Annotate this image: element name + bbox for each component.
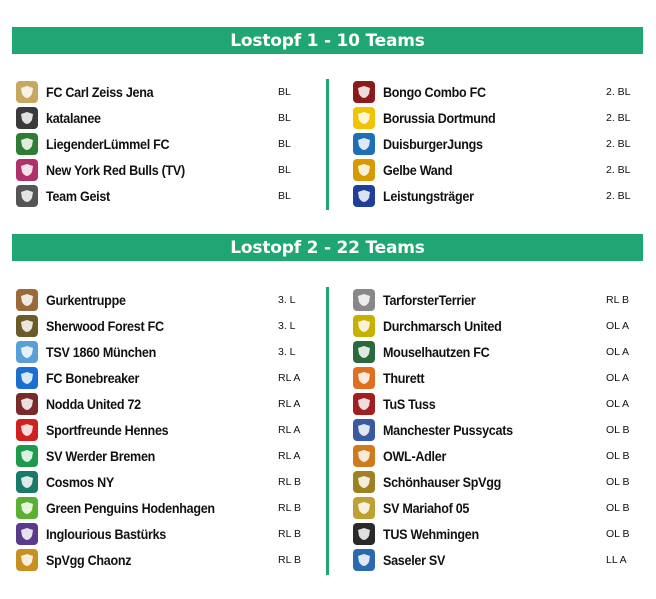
gurken-crest-icon xyxy=(16,289,38,311)
team-name: TarforsterTerrier xyxy=(383,292,476,308)
sherwood-crest-icon xyxy=(16,315,38,337)
team-row xyxy=(353,287,653,313)
team-row xyxy=(353,105,653,131)
team-league: OL B xyxy=(606,528,630,540)
team-row xyxy=(16,391,316,417)
team-league: 3. L xyxy=(278,320,296,332)
team-name: Mouselhautzen FC xyxy=(383,344,490,360)
team-league: RL B xyxy=(278,554,301,566)
team-name: LiegenderLümmel FC xyxy=(46,136,170,152)
team-name: katalanee xyxy=(46,110,101,126)
hennes-crest-icon xyxy=(16,419,38,441)
team-league: 2. BL xyxy=(606,138,631,150)
thurett-crest-icon xyxy=(353,367,375,389)
team-name: SpVgg Chaonz xyxy=(46,552,132,568)
team-row xyxy=(353,365,653,391)
redbulls-crest-icon xyxy=(16,159,38,181)
team-league: RL A xyxy=(278,450,301,462)
team-name: Team Geist xyxy=(46,188,110,204)
team-row xyxy=(353,313,653,339)
team-league: RL A xyxy=(278,372,301,384)
saseler-crest-icon xyxy=(353,549,375,571)
pot1-column-divider xyxy=(326,79,329,210)
team-name: Saseler SV xyxy=(383,552,446,568)
team-name: SV Werder Bremen xyxy=(46,448,156,464)
team-row xyxy=(353,131,653,157)
katalanee-crest-icon xyxy=(16,107,38,129)
team-league: BL xyxy=(278,112,291,124)
team-row xyxy=(16,547,316,573)
team-name: Cosmos NY xyxy=(46,474,114,490)
team-row xyxy=(16,105,316,131)
team-league: OL A xyxy=(606,372,629,384)
team-row xyxy=(353,183,653,209)
pot1-title: Lostopf 1 - 10 Teams xyxy=(12,27,643,54)
duisburg-crest-icon xyxy=(353,133,375,155)
team-name: Manchester Pussycats xyxy=(383,422,513,438)
team-name: TuS Tuss xyxy=(383,396,436,412)
team-league: 3. L xyxy=(278,346,296,358)
team-row xyxy=(16,131,316,157)
mariahof-crest-icon xyxy=(353,497,375,519)
team-league: OL B xyxy=(606,450,630,462)
team-league: 2. BL xyxy=(606,164,631,176)
team-league: BL xyxy=(278,164,291,176)
luemmel-crest-icon xyxy=(16,133,38,155)
team-name: New York Red Bulls (TV) xyxy=(46,162,185,178)
team-name: Nodda United 72 xyxy=(46,396,141,412)
penguins-crest-icon xyxy=(16,497,38,519)
team-league: LL A xyxy=(606,554,627,566)
team-name: Borussia Dortmund xyxy=(383,110,496,126)
team-name: Thurett xyxy=(383,370,425,386)
werder-crest-icon xyxy=(16,445,38,467)
team-league: RL B xyxy=(606,294,629,306)
geist-crest-icon xyxy=(16,185,38,207)
team-name: Durchmarsch United xyxy=(383,318,502,334)
team-row xyxy=(353,443,653,469)
team-name: Schönhauser SpVgg xyxy=(383,474,502,490)
chaonz-crest-icon xyxy=(16,549,38,571)
team-league: OL B xyxy=(606,424,630,436)
team-row xyxy=(353,391,653,417)
owl-adler-crest-icon xyxy=(353,445,375,467)
team-row xyxy=(353,417,653,443)
cosmos-crest-icon xyxy=(16,471,38,493)
team-league: RL A xyxy=(278,398,301,410)
team-name: Bongo Combo FC xyxy=(383,84,486,100)
pot2-list xyxy=(0,287,656,577)
team-row xyxy=(16,79,316,105)
team-row xyxy=(16,339,316,365)
pot1-list xyxy=(0,79,656,214)
team-row xyxy=(16,313,316,339)
team-name: Leistungsträger xyxy=(383,188,474,204)
team-league: OL B xyxy=(606,502,630,514)
team-row xyxy=(16,417,316,443)
team-league: 2. BL xyxy=(606,112,631,124)
wehmingen-crest-icon xyxy=(353,523,375,545)
team-name: FC Bonebreaker xyxy=(46,370,140,386)
team-row xyxy=(16,287,316,313)
pot2-title: Lostopf 2 - 22 Teams xyxy=(12,234,643,261)
durchmarsch-crest-icon xyxy=(353,315,375,337)
team-row xyxy=(16,183,316,209)
team-row xyxy=(16,521,316,547)
team-name: DuisburgerJungs xyxy=(383,136,483,152)
team-league: RL B xyxy=(278,528,301,540)
mouselhautzen-crest-icon xyxy=(353,341,375,363)
team-league: OL A xyxy=(606,320,629,332)
team-row xyxy=(353,469,653,495)
team-row xyxy=(16,365,316,391)
basturks-crest-icon xyxy=(16,523,38,545)
team-name: SV Mariahof 05 xyxy=(383,500,470,516)
team-league: BL xyxy=(278,86,291,98)
team-name: FC Carl Zeiss Jena xyxy=(46,84,154,100)
nodda-crest-icon xyxy=(16,393,38,415)
leistung-crest-icon xyxy=(353,185,375,207)
team-league: OL A xyxy=(606,398,629,410)
gelbe-wand-crest-icon xyxy=(353,159,375,181)
team-league: RL A xyxy=(278,424,301,436)
pussycats-crest-icon xyxy=(353,419,375,441)
team-name: TSV 1860 München xyxy=(46,344,156,360)
team-name: TUS Wehmingen xyxy=(383,526,479,542)
team-row xyxy=(353,521,653,547)
team-row xyxy=(16,443,316,469)
team-row xyxy=(353,157,653,183)
team-name: Green Penguins Hodenhagen xyxy=(46,500,215,516)
team-row xyxy=(353,339,653,365)
team-league: BL xyxy=(278,138,291,150)
team-league: RL B xyxy=(278,502,301,514)
team-league: 2. BL xyxy=(606,86,631,98)
bvb-crest-icon xyxy=(353,107,375,129)
team-name: Sherwood Forest FC xyxy=(46,318,164,334)
team-league: 2. BL xyxy=(606,190,631,202)
team-name: Inglourious Bastürks xyxy=(46,526,166,542)
team-league: BL xyxy=(278,190,291,202)
team-league: RL B xyxy=(278,476,301,488)
team-name: Gelbe Wand xyxy=(383,162,453,178)
team-name: Sportfreunde Hennes xyxy=(46,422,169,438)
team-row xyxy=(16,469,316,495)
team-name: OWL-Adler xyxy=(383,448,447,464)
bongo-crest-icon xyxy=(353,81,375,103)
team-row xyxy=(353,547,653,573)
team-league: OL B xyxy=(606,476,630,488)
team-name: Gurkentruppe xyxy=(46,292,126,308)
schoenhauser-crest-icon xyxy=(353,471,375,493)
team-row xyxy=(16,495,316,521)
zeiss-crest-icon xyxy=(16,81,38,103)
team-row xyxy=(16,157,316,183)
team-league: OL A xyxy=(606,346,629,358)
bonebreaker-crest-icon xyxy=(16,367,38,389)
terrier-crest-icon xyxy=(353,289,375,311)
team-row xyxy=(353,79,653,105)
tsv1860-crest-icon xyxy=(16,341,38,363)
team-league: 3. L xyxy=(278,294,296,306)
pot2-column-divider xyxy=(326,287,329,575)
team-row xyxy=(353,495,653,521)
tuss-crest-icon xyxy=(353,393,375,415)
